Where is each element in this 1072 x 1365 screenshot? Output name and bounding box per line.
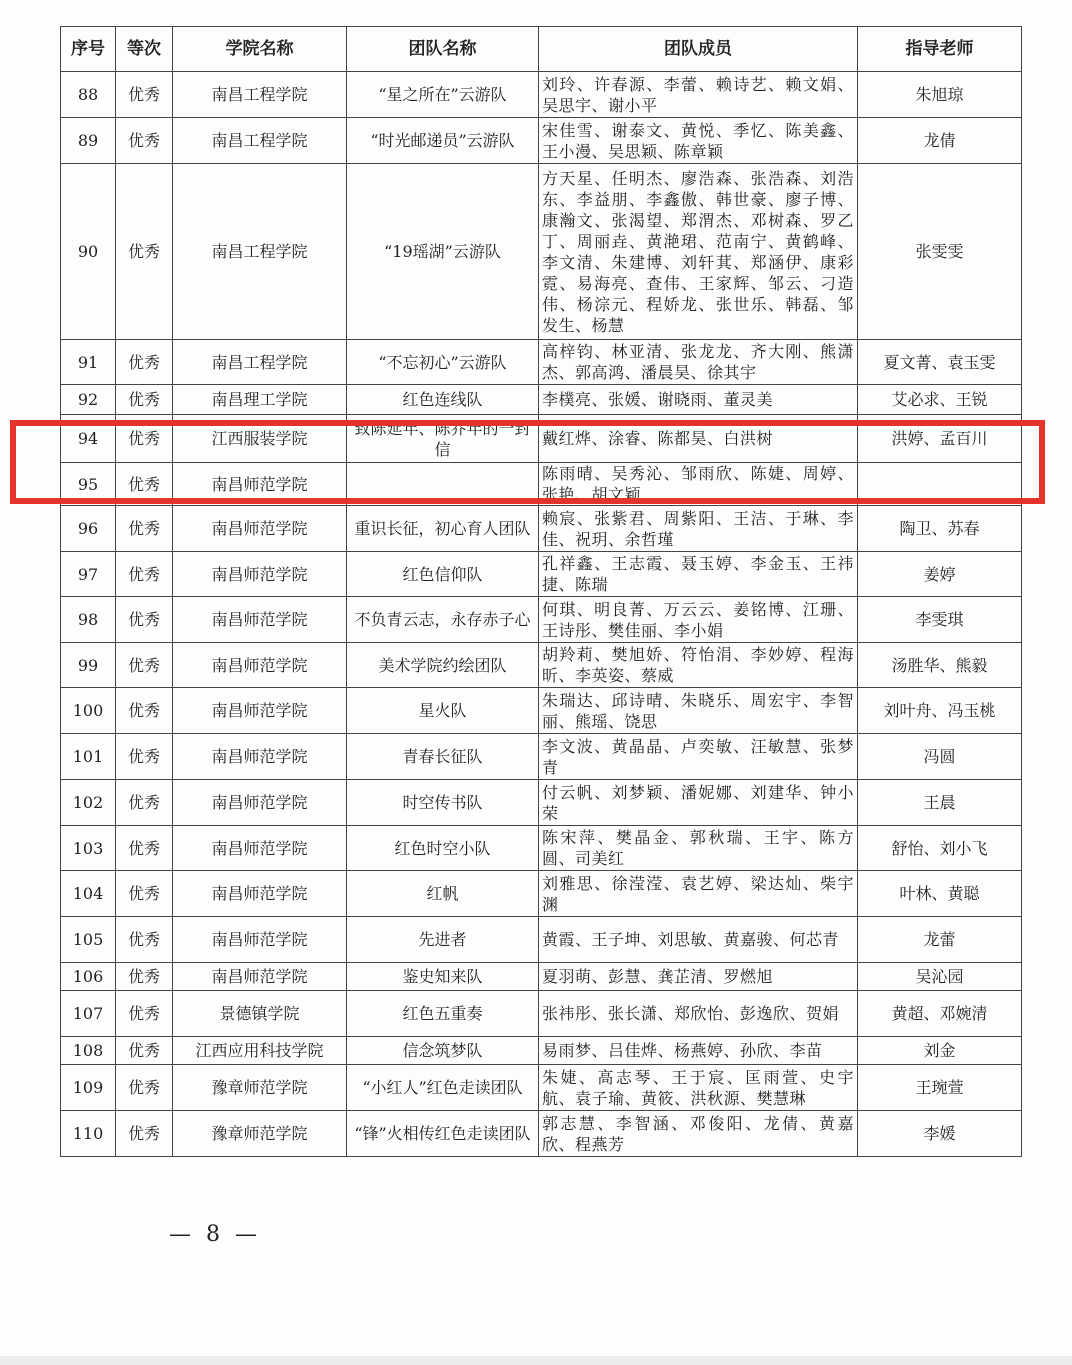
row-level: 优秀 [116, 1065, 173, 1111]
row-members: 宋佳雪、谢泰文、黄悦、季忆、陈美鑫、王小漫、吴思颖、陈章颖 [539, 118, 858, 164]
row-level: 优秀 [116, 963, 173, 991]
row-number: 107 [61, 991, 116, 1037]
row-advisor: 艾必求、王锐 [858, 385, 1022, 415]
row-members: 刘雅思、徐滢滢、袁艺婷、梁达灿、柴宇渊 [539, 871, 858, 917]
row-members: 刘玲、许春源、李蕾、赖诗艺、赖文娟、吴思宇、谢小平 [539, 72, 858, 118]
row-team: “不忘初心”云游队 [347, 340, 539, 385]
row-team: “星之所在”云游队 [347, 72, 539, 118]
row-advisor: 朱旭琼 [858, 72, 1022, 118]
row-college: 南昌理工学院 [173, 385, 347, 415]
row-college: 南昌师范学院 [173, 871, 347, 917]
table-row [61, 991, 1022, 1037]
row-level: 优秀 [116, 734, 173, 780]
row-level: 优秀 [116, 72, 173, 118]
row-members: 朱婕、高志琴、王于宸、匡雨萱、史宇航、袁子瑜、黄筱、洪秋源、樊慧琳 [539, 1065, 858, 1111]
table-row [61, 1065, 1022, 1111]
table-header-row [61, 27, 1022, 72]
row-members: 郭志慧、李智涵、邓俊阳、龙倩、黄嘉欣、程燕芳 [539, 1111, 858, 1157]
row-level: 优秀 [116, 780, 173, 826]
row-team: “时光邮递员”云游队 [347, 118, 539, 164]
row-team: 红色时空小队 [347, 826, 539, 871]
row-level: 优秀 [116, 385, 173, 415]
row-number: 102 [61, 780, 116, 826]
row-members: 陈宋萍、樊晶金、郭秋瑞、王宇、陈方圆、司美红 [539, 826, 858, 871]
row-advisor [858, 463, 1022, 506]
row-college: 南昌师范学院 [173, 463, 347, 506]
row-members: 张祎彤、张长潇、郑欣怡、彭逸欣、贺娟 [539, 991, 858, 1037]
table-row [61, 963, 1022, 991]
row-level: 优秀 [116, 1111, 173, 1157]
row-level: 优秀 [116, 340, 173, 385]
row-college: 南昌工程学院 [173, 72, 347, 118]
row-level: 优秀 [116, 118, 173, 164]
row-level: 优秀 [116, 506, 173, 552]
row-advisor: 黄超、邓婉清 [858, 991, 1022, 1037]
row-members: 胡羚莉、樊旭娇、符怡涓、李妙婷、程海昕、李英姿、蔡威 [539, 643, 858, 688]
row-level: 优秀 [116, 415, 173, 463]
row-advisor: 王琬萱 [858, 1065, 1022, 1111]
header-level: 等次 [116, 27, 173, 72]
table-row [61, 871, 1022, 917]
table-row [61, 826, 1022, 871]
row-team: 红帆 [347, 871, 539, 917]
row-team: 时空传书队 [347, 780, 539, 826]
row-number: 94 [61, 415, 116, 463]
row-level: 优秀 [116, 1037, 173, 1065]
bottom-bar [0, 1356, 1072, 1365]
row-team: 红色信仰队 [347, 552, 539, 597]
row-advisor: 汤胜华、熊毅 [858, 643, 1022, 688]
row-members: 李文波、黄晶晶、卢奕敏、汪敏慧、张梦青 [539, 734, 858, 780]
row-members: 易雨梦、吕佳烨、杨燕婷、孙欣、李苗 [539, 1037, 858, 1065]
row-members: 赖宸、张紫君、周紫阳、王洁、于琳、李佳、祝玥、余哲瑾 [539, 506, 858, 552]
table-row [61, 415, 1022, 463]
row-college: 江西服装学院 [173, 415, 347, 463]
table-row [61, 1111, 1022, 1157]
row-members: 陈雨晴、吴秀沁、邹雨欣、陈婕、周婷、张艳、胡文颖 [539, 463, 858, 506]
row-advisor: 王晨 [858, 780, 1022, 826]
row-college: 南昌师范学院 [173, 552, 347, 597]
row-college: 江西应用科技学院 [173, 1037, 347, 1065]
row-college: 豫章师范学院 [173, 1111, 347, 1157]
row-members: 朱瑞达、邱诗晴、朱晓乐、周宏宇、李智丽、熊瑶、饶思 [539, 688, 858, 734]
row-college: 南昌工程学院 [173, 164, 347, 340]
row-team: 星火队 [347, 688, 539, 734]
table-row [61, 780, 1022, 826]
row-college: 南昌师范学院 [173, 597, 347, 643]
row-college: 南昌师范学院 [173, 917, 347, 963]
row-college: 南昌师范学院 [173, 826, 347, 871]
row-number: 103 [61, 826, 116, 871]
row-college: 南昌师范学院 [173, 506, 347, 552]
row-number: 91 [61, 340, 116, 385]
row-number: 98 [61, 597, 116, 643]
row-level: 优秀 [116, 688, 173, 734]
row-members: 方天星、任明杰、廖浩森、张浩森、刘浩东、李益朋、李鑫傲、韩世豪、廖子博、康瀚文、张渴望、郑渭杰、邓树森、罗乙丁、周丽垚、黄滟珺、范南宁、黄鹤峰、李文清、朱建博、刘轩萁、郑涵伊、康彩霓、易海亮、查伟、王家辉、邹云、刁造伟、杨淙元、程娇龙、张世乐、韩磊、邹发生、杨慧 [539, 164, 858, 340]
row-level: 优秀 [116, 991, 173, 1037]
row-number: 106 [61, 963, 116, 991]
row-advisor: 吴沁园 [858, 963, 1022, 991]
row-members: 付云帆、刘梦颖、潘妮娜、刘建华、钟小荣 [539, 780, 858, 826]
row-number: 109 [61, 1065, 116, 1111]
row-advisor: 冯圆 [858, 734, 1022, 780]
row-advisor: 舒怡、刘小飞 [858, 826, 1022, 871]
award-roster-table [60, 26, 1022, 1157]
row-members: 孔祥鑫、王志霞、聂玉婷、李金玉、王祎捷、陈瑞 [539, 552, 858, 597]
table-row [61, 72, 1022, 118]
row-number: 99 [61, 643, 116, 688]
row-college: 南昌工程学院 [173, 118, 347, 164]
row-level: 优秀 [116, 463, 173, 506]
row-advisor: 李雯琪 [858, 597, 1022, 643]
row-team: “锋”火相传红色走读团队 [347, 1111, 539, 1157]
row-team [347, 463, 539, 506]
row-college: 南昌师范学院 [173, 963, 347, 991]
row-advisor: 李媛 [858, 1111, 1022, 1157]
row-team: 美术学院约绘团队 [347, 643, 539, 688]
row-number: 97 [61, 552, 116, 597]
table-row [61, 340, 1022, 385]
header-team: 团队名称 [347, 27, 539, 72]
row-team: 先进者 [347, 917, 539, 963]
table-row [61, 597, 1022, 643]
row-team: 重识长征，初心育人团队 [347, 506, 539, 552]
row-college: 景德镇学院 [173, 991, 347, 1037]
header-no: 序号 [61, 27, 116, 72]
row-college: 豫章师范学院 [173, 1065, 347, 1111]
row-team: 致陈延年、陈乔年的一封信 [347, 415, 539, 463]
table-row [61, 688, 1022, 734]
row-members: 黄霞、王子坤、刘思敏、黄嘉骏、何芯青 [539, 917, 858, 963]
row-number: 92 [61, 385, 116, 415]
row-team: 鉴史知来队 [347, 963, 539, 991]
row-number: 90 [61, 164, 116, 340]
row-college: 南昌师范学院 [173, 734, 347, 780]
row-advisor: 陶卫、苏春 [858, 506, 1022, 552]
row-college: 南昌工程学院 [173, 340, 347, 385]
row-members: 何琪、明良菁、万云云、姜铭博、江珊、王诗彤、樊佳丽、李小娟 [539, 597, 858, 643]
row-number: 110 [61, 1111, 116, 1157]
row-number: 101 [61, 734, 116, 780]
row-team: 不负青云志，永存赤子心 [347, 597, 539, 643]
header-advisor: 指导老师 [858, 27, 1022, 72]
row-number: 108 [61, 1037, 116, 1065]
row-members: 夏羽萌、彭慧、龚芷清、罗燃旭 [539, 963, 858, 991]
row-level: 优秀 [116, 552, 173, 597]
row-level: 优秀 [116, 917, 173, 963]
row-college: 南昌师范学院 [173, 780, 347, 826]
row-advisor: 夏文菁、袁玉雯 [858, 340, 1022, 385]
row-level: 优秀 [116, 826, 173, 871]
row-level: 优秀 [116, 164, 173, 340]
header-college: 学院名称 [173, 27, 347, 72]
table-row [61, 917, 1022, 963]
row-advisor: 刘金 [858, 1037, 1022, 1065]
table-row [61, 506, 1022, 552]
row-advisor: 张雯雯 [858, 164, 1022, 340]
row-level: 优秀 [116, 643, 173, 688]
table-body [61, 72, 1022, 1157]
row-advisor: 龙蕾 [858, 917, 1022, 963]
table-row [61, 1037, 1022, 1065]
row-team: “19瑶湖”云游队 [347, 164, 539, 340]
row-number: 100 [61, 688, 116, 734]
row-members: 李樸亮、张媛、谢晓雨、董灵美 [539, 385, 858, 415]
table-row [61, 643, 1022, 688]
table-row [61, 463, 1022, 506]
row-level: 优秀 [116, 871, 173, 917]
row-advisor: 姜婷 [858, 552, 1022, 597]
row-college: 南昌师范学院 [173, 643, 347, 688]
row-team: 红色连线队 [347, 385, 539, 415]
table-row [61, 385, 1022, 415]
row-team: 红色五重奏 [347, 991, 539, 1037]
row-advisor: 刘叶舟、冯玉桃 [858, 688, 1022, 734]
row-number: 96 [61, 506, 116, 552]
row-number: 88 [61, 72, 116, 118]
row-advisor: 叶林、黄聪 [858, 871, 1022, 917]
row-members: 高梓钧、林亚清、张龙龙、齐大刚、熊潇杰、郭高鸿、潘晨昊、徐其宇 [539, 340, 858, 385]
row-number: 89 [61, 118, 116, 164]
table-row [61, 118, 1022, 164]
page-number: — 8 — [169, 1222, 261, 1247]
header-members: 团队成员 [539, 27, 858, 72]
table-row [61, 552, 1022, 597]
row-team: 信念筑梦队 [347, 1037, 539, 1065]
row-advisor: 龙倩 [858, 118, 1022, 164]
row-members: 戴红烨、涂睿、陈都昊、白洪树 [539, 415, 858, 463]
row-number: 104 [61, 871, 116, 917]
row-team: “小红人”红色走读团队 [347, 1065, 539, 1111]
table-row [61, 164, 1022, 340]
row-number: 105 [61, 917, 116, 963]
row-number: 95 [61, 463, 116, 506]
row-advisor: 洪婷、孟百川 [858, 415, 1022, 463]
table-row [61, 734, 1022, 780]
row-college: 南昌师范学院 [173, 688, 347, 734]
row-level: 优秀 [116, 597, 173, 643]
row-team: 青春长征队 [347, 734, 539, 780]
